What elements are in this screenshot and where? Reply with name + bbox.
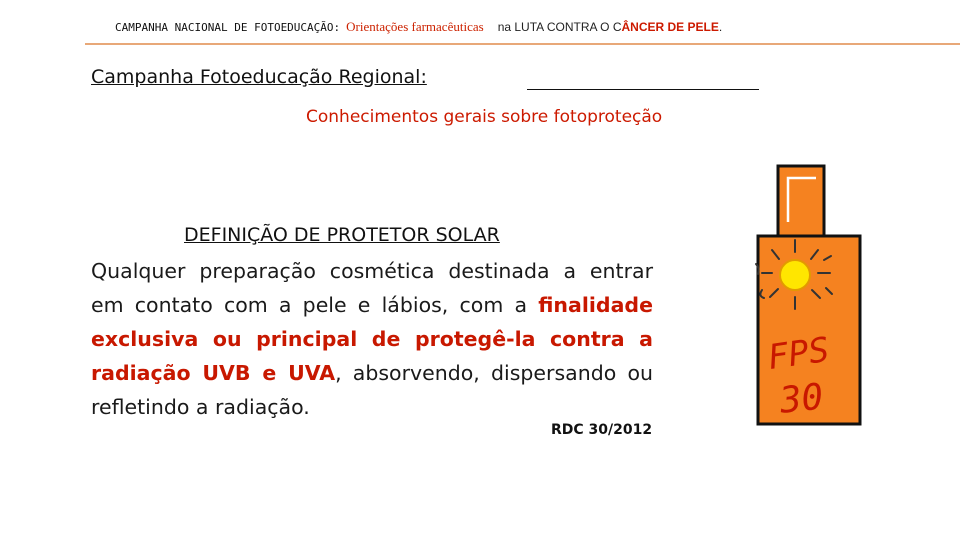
header-skin-cancer: ÂNCER DE PELE [621,20,719,34]
header-divider [85,43,960,45]
campaign-fill-in-line [527,89,759,90]
regulation-reference: RDC 30/2012 [551,422,653,438]
slide-subtitle: Conhecimentos gerais sobre fotoproteção [306,107,663,127]
spf-label-line1: FPS [765,329,832,378]
slide-header [0,0,960,46]
header-guidelines: Orientações farmacêuticas [346,19,484,34]
header-fight: na LUTA CONTRA O C [497,20,622,34]
spf-label-line2: 30 [777,376,826,422]
header-campaign-name: CAMPANHA NACIONAL DE FOTOEDUCAÇÃO: [115,21,341,34]
header-text [115,19,722,36]
definition-heading: DEFINIÇÃO DE PROTETOR SOLAR [184,224,500,246]
definition-emphasis: finalidade exclusiva ou principal de protegê-la contra a radiação UVB e UVA [91,293,653,385]
sunscreen-bottle-icon [748,160,868,430]
sunscreen-bottle-drawing [748,160,868,430]
definition-text-start: Qualquer preparação cosmética destinada a entrar em contato com a pele e lábios, com a [91,259,653,317]
campaign-title: Campanha Fotoeducação Regional: [91,66,427,88]
header-period: . [718,20,723,34]
sun-icon [780,260,810,290]
bottle-cap [778,166,824,236]
definition-paragraph [91,254,653,424]
definition-text-end: , absorvendo, dispersando ou refletindo a radiação. [91,361,653,419]
